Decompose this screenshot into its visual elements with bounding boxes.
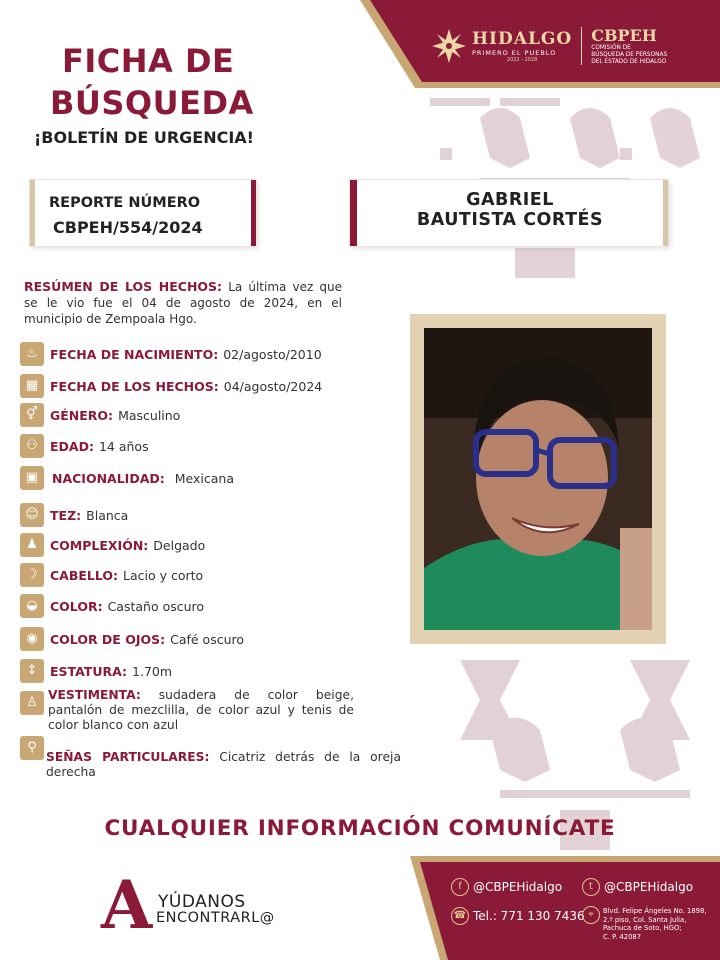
twitter-link[interactable] (582, 878, 693, 896)
office-address (603, 907, 713, 941)
person-photo (424, 328, 652, 630)
summary-text: La última vez que se le vio fue el 04 de agosto de 2024, en el municipio de Zempoala Hgo. (24, 280, 342, 326)
facebook-link[interactable] (451, 878, 562, 896)
page-title-line2: BÚSQUEDA (50, 84, 254, 122)
location-icon: ⌖ (582, 906, 600, 924)
field-value: 1.70m (132, 663, 173, 679)
shirt-icon: ♙ (20, 691, 44, 715)
cbpeh-full-line: DEL ESTADO DE HIDALGO (591, 59, 667, 65)
height-icon: ↕ (20, 659, 44, 683)
field-label: NACIONALIDAD: (52, 470, 165, 486)
calendar-icon: ▦ (20, 374, 44, 398)
call-to-action: CUALQUIER INFORMACIÓN COMUNÍCATE (104, 816, 616, 841)
field-label: COLOR DE OJOS: (50, 631, 166, 647)
field-label: FECHA DE NACIMIENTO: (50, 346, 219, 362)
field-height (20, 659, 172, 683)
address-line: 2.º piso, Col. Santa Julia, (603, 915, 687, 924)
urgency-subtitle: ¡BOLETÍN DE URGENCIA! (34, 128, 254, 147)
field-gender (20, 403, 180, 427)
field-value: 14 años (98, 438, 149, 454)
gender-icon: ⚥ (20, 403, 44, 427)
hidalgo-name: HIDALGO (472, 29, 573, 49)
age-icon: ⚇ (20, 434, 44, 458)
report-number: CBPEH/554/2024 (53, 218, 203, 237)
ayudanos-logo-line1: YÚDANOS (158, 892, 246, 912)
field-distinctive-marks (46, 750, 401, 780)
person-first-name: GABRIEL (466, 190, 554, 210)
field-value: Castaño oscuro (107, 598, 205, 614)
facts-summary (24, 279, 342, 327)
twitter-handle: @CBPEHidalgo (604, 880, 694, 894)
field-build (20, 533, 205, 557)
address-line: Blvd. Felipe Ángeles No. 1898, (603, 907, 707, 915)
logo-divider (581, 27, 582, 65)
field-value: 04/agosto/2024 (223, 378, 323, 394)
photo-frame (410, 314, 666, 644)
cbpeh-name: CBPEH (591, 26, 657, 45)
field-label: COLOR: (50, 598, 103, 614)
ayudanos-logo-line2: ENCONTRARL@ (156, 910, 275, 926)
field-label: FECHA DE LOS HECHOS: (50, 378, 219, 394)
field-label: CABELLO: (50, 567, 119, 583)
cbpeh-full-line: COMISIÓN DE (591, 45, 631, 51)
marks-label: SEÑAS PARTICULARES: (46, 750, 210, 764)
body-icon: ♟ (20, 533, 44, 557)
address-line: C. P. 42087 (603, 932, 642, 941)
cake-icon: ♨ (20, 342, 44, 366)
field-value: Masculino (118, 407, 181, 423)
hidalgo-tagline: PRIMERO EL PUEBLO (472, 49, 557, 57)
id-card-icon: ▣ (20, 466, 44, 490)
twitter-icon: t (582, 878, 600, 896)
field-value: 02/agosto/2010 (223, 346, 322, 362)
color-icon: ◒ (20, 594, 44, 618)
field-skin (20, 503, 128, 527)
hidalgo-wordmark (472, 29, 572, 63)
person-name-card (350, 180, 668, 246)
cbpeh-wordmark (591, 26, 667, 66)
summary-label: RESÚMEN DE LOS HECHOS: (24, 279, 223, 294)
field-value: Mexicana (174, 470, 235, 486)
hair-icon: ☽ (20, 563, 44, 587)
hidalgo-flower-icon (430, 27, 468, 65)
field-birthdate (20, 342, 322, 366)
person-last-name: BAUTISTA CORTÉS (416, 210, 604, 230)
field-value: Café oscuro (170, 631, 245, 647)
phone-number: Tel.: 771 130 7436 (473, 909, 585, 923)
field-nationality (20, 466, 234, 490)
cbpeh-full-line: BÚSQUEDA DE PERSONAS (591, 52, 668, 58)
report-label: REPORTE NÚMERO (49, 195, 201, 211)
report-card (30, 180, 256, 246)
field-label: GÉNERO: (50, 407, 114, 423)
header-logos (430, 26, 667, 66)
phone-icon: ☎ (451, 907, 469, 925)
facebook-icon: f (451, 878, 469, 896)
hidalgo-years: 2022 - 2028 (506, 57, 538, 63)
field-hair-color (20, 594, 204, 618)
field-label: ESTATURA: (50, 663, 128, 679)
field-label: TEZ: (50, 507, 82, 523)
field-value: Lacio y corto (123, 567, 204, 583)
facebook-handle: @CBPEHidalgo (473, 880, 563, 894)
field-clothing (20, 688, 354, 733)
phone-link[interactable] (451, 907, 585, 925)
address-line: Pachuca de Soto, HGO; (603, 924, 682, 932)
ayudanos-logo-letter: A (101, 866, 153, 944)
face-icon: ☺ (20, 503, 44, 527)
clothing-label: VESTIMENTA: (48, 688, 141, 702)
field-eye-color (20, 627, 244, 651)
field-event-date (20, 374, 322, 398)
magnifier-icon: ⚲ (20, 736, 44, 760)
marks-value: Cicatriz detrás de la oreja derecha (46, 750, 401, 779)
field-value: Delgado (153, 537, 206, 553)
clothing-value: sudadera de color beige, pantalón de mezclilla, de color azul y tenis de color blanco con azul (48, 688, 354, 732)
field-label: COMPLEXIÓN: (50, 537, 149, 553)
field-age (20, 434, 149, 458)
page-title-line1: FICHA DE (62, 42, 235, 80)
field-label: EDAD: (50, 438, 94, 454)
eye-icon: ◉ (20, 627, 44, 651)
field-hair (20, 563, 203, 587)
field-value: Blanca (86, 507, 129, 523)
